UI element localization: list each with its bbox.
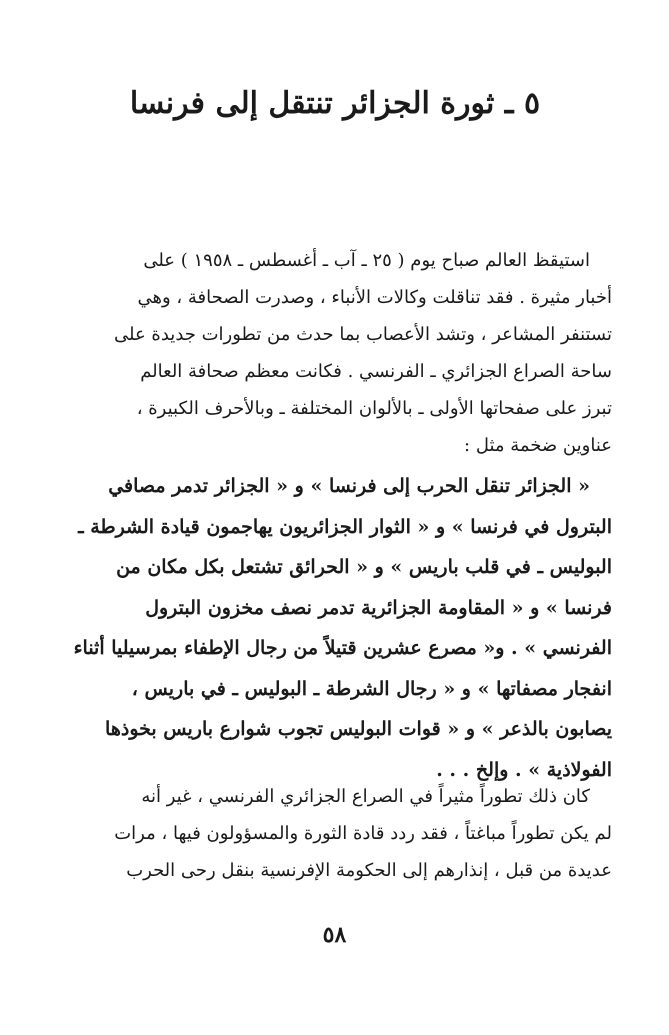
paragraph-analysis bbox=[62, 778, 612, 889]
text-line: كان ذلك تطوراً مثيراً في الصراع الجزائري الفرنسي ، غير أنه bbox=[141, 786, 590, 807]
text-line: لم يكن تطوراً مباغتاً ، فقد ردد قادة الثورة والمسؤولون فيها ، مرات bbox=[114, 823, 612, 844]
text-line: تبرز على صفحاتها الأولى ـ بالألوان المختلفة ـ وبالأحرف الكبيرة ، bbox=[136, 398, 612, 419]
text-line: أخبار مثيرة . فقد تناقلت وكالات الأنباء ، وصدرت الصحافة ، وهي bbox=[137, 287, 612, 308]
text-line: تستنفر المشاعر ، وتشد الأعصاب بما حدث من تطورات جديدة على bbox=[114, 324, 612, 345]
paragraph-intro bbox=[62, 242, 612, 464]
text-line: عديدة من قبل ، إنذارهم إلى الحكومة الإفرنسية بنقل رحى الحرب bbox=[126, 860, 612, 881]
text-line: فرنسا » و « المقاومة الجزائرية تدمر نصف مخزون البترول bbox=[145, 596, 612, 619]
text-line: استيقظ العالم صباح يوم ( ٢٥ ـ آب ـ أغسطس ـ ١٩٥٨ ) على bbox=[143, 250, 590, 271]
text-line: البوليس ـ في قلب باريس » و « الحرائق تشتعل بكل مكان من bbox=[116, 556, 612, 578]
text-line: انفجار مصفاتها » و « رجال الشرطة ـ البوليس ـ في باريس ، bbox=[131, 677, 612, 700]
text-line: الفرنسي » . و« مصرع عشرين قتيلاً من رجال الإطفاء بمرسيليا أثناء bbox=[73, 637, 612, 659]
text-line: ساحة الصراع الجزائري ـ الفرنسي . فكانت معظم صحافة العالم bbox=[140, 361, 612, 382]
text-line: الفولاذية » . وإلخ . . . bbox=[436, 758, 612, 781]
text-line: عناوين ضخمة مثل : bbox=[464, 435, 612, 456]
chapter-title: ٥ ـ ثورة الجزائر تنتقل إلى فرنسا bbox=[129, 86, 541, 121]
page-number: ٥٨ bbox=[322, 922, 347, 948]
text-line: البترول في فرنسا » و « الثوار الجزائريون يهاجمون قيادة الشرطة ـ bbox=[78, 515, 612, 538]
paragraph-headlines bbox=[62, 466, 612, 790]
text-line: « الجزائر تنقل الحرب إلى فرنسا » و « الجزائر تدمر مصافي bbox=[108, 475, 590, 497]
text-line: يصابون بالذعر » و « قوات البوليس تجوب شوارع باريس بخوذها bbox=[105, 718, 612, 740]
